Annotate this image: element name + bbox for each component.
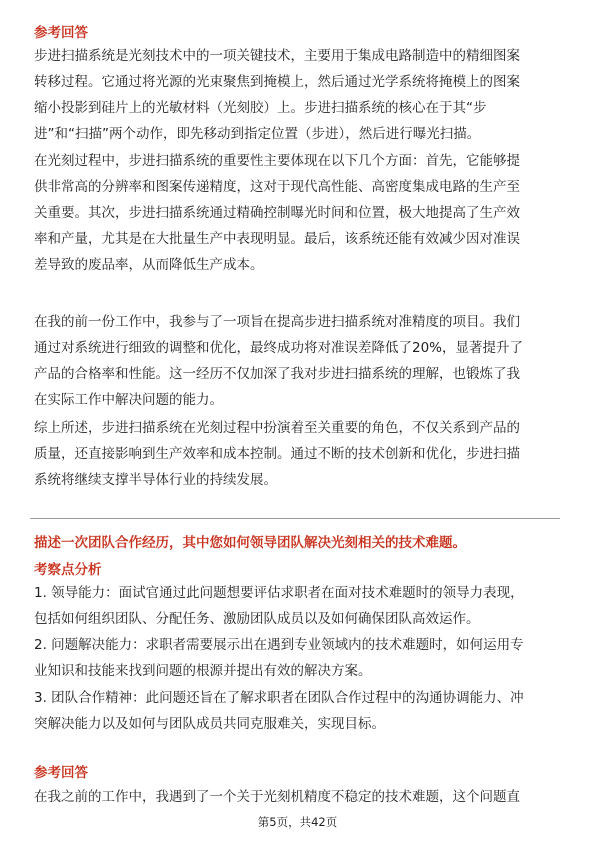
text-line: 包括如何组织团队、分配任务、激励团队成员以及如何确保团队高效运作。 bbox=[34, 611, 480, 627]
section-divider bbox=[30, 518, 560, 519]
text-line: 供非常高的分辨率和图案传递精度，这对于现代高性能、高密度集成电路的生产至 bbox=[34, 179, 520, 195]
text-line: 进”和“扫描”两个动作，即先移动到指定位置（步进），然后进行曝光扫描。 bbox=[34, 126, 481, 142]
text-line: 业知识和技能来找到问题的根源并提出有效的解决方案。 bbox=[34, 663, 372, 679]
text-line: 在光刻过程中，步进扫描系统的重要性主要体现在以下几个方面：首先，它能够提 bbox=[34, 153, 520, 169]
text-line: 转移过程。它通过将光源的光束聚焦到掩模上，然后通过光学系统将掩模上的图案 bbox=[34, 74, 520, 90]
analysis-point-1 bbox=[34, 580, 561, 632]
text-line: 差导致的废品率，从而降低生产成本。 bbox=[34, 257, 264, 273]
text-line: 缩小投影到硅片上的光敏材料（光刻胶）上。步进扫描系统的核心在于其“步 bbox=[34, 100, 487, 116]
answer-paragraph-1 bbox=[34, 43, 561, 147]
analysis-point-2 bbox=[34, 632, 561, 684]
text-line: 率和产量，尤其是在大批量生产中表现明显。最后，该系统还能有效减少因对准误 bbox=[34, 231, 520, 247]
text-line: 3. 团队合作精神：此问题还旨在了解求职者在团队合作过程中的沟通协调能力、冲 bbox=[34, 690, 524, 706]
answer-paragraph-2 bbox=[34, 148, 561, 278]
text-line: 在我的前一份工作中，我参与了一项旨在提高步进扫描系统对准精度的项目。我们 bbox=[34, 314, 520, 330]
text-line: 通过对系统进行细致的调整和优化，最终成功将对准误差降低了20%，显著提升了 bbox=[34, 340, 524, 356]
text-line: 质量，还直接影响到生产效率和成本控制。通过不断的技术创新和优化，步进扫描 bbox=[34, 446, 520, 462]
text-line: 1. 领导能力：面试官通过此问题想要评估求职者在面对技术难题时的领导力表现， bbox=[34, 585, 524, 601]
answer-paragraph-4 bbox=[34, 415, 561, 493]
text-line: 突解决能力以及如何与团队成员共同克服难关，实现目标。 bbox=[34, 716, 385, 732]
text-line: 系统将继续支撑半导体行业的持续发展。 bbox=[34, 472, 277, 488]
page-number: 第5页，共42页 bbox=[257, 815, 338, 829]
text-line: 产品的合格率和性能。这一经历不仅加深了我对步进扫描系统的理解，也锻炼了我 bbox=[34, 366, 520, 382]
analysis-heading: 考察点分析 bbox=[34, 562, 102, 578]
text-line: 综上所述，步进扫描系统在光刻过程中扮演着至关重要的角色，不仅关系到产品的 bbox=[34, 420, 520, 436]
answer-paragraph-5 bbox=[34, 784, 561, 810]
answer-heading-1: 参考回答 bbox=[34, 25, 88, 41]
text-line: 2. 问题解决能力：求职者需要展示出在遇到专业领域内的技术难题时，如何运用专 bbox=[34, 637, 524, 653]
analysis-point-3 bbox=[34, 685, 561, 737]
answer-heading-2: 参考回答 bbox=[34, 765, 88, 781]
text-line: 关重要。其次，步进扫描系统通过精确控制曝光时间和位置，极大地提高了生产效 bbox=[34, 205, 520, 221]
answer-paragraph-3 bbox=[34, 309, 561, 413]
text-line: 在实际工作中解决问题的能力。 bbox=[34, 392, 223, 408]
text-line: 步进扫描系统是光刻技术中的一项关键技术，主要用于集成电路制造中的精细图案 bbox=[34, 48, 520, 64]
text-line: 在我之前的工作中，我遇到了一个关于光刻机精度不稳定的技术难题，这个问题直 bbox=[34, 789, 520, 805]
interview-question: 描述一次团队合作经历，其中您如何领导团队解决光刻相关的技术难题。 bbox=[34, 535, 466, 551]
